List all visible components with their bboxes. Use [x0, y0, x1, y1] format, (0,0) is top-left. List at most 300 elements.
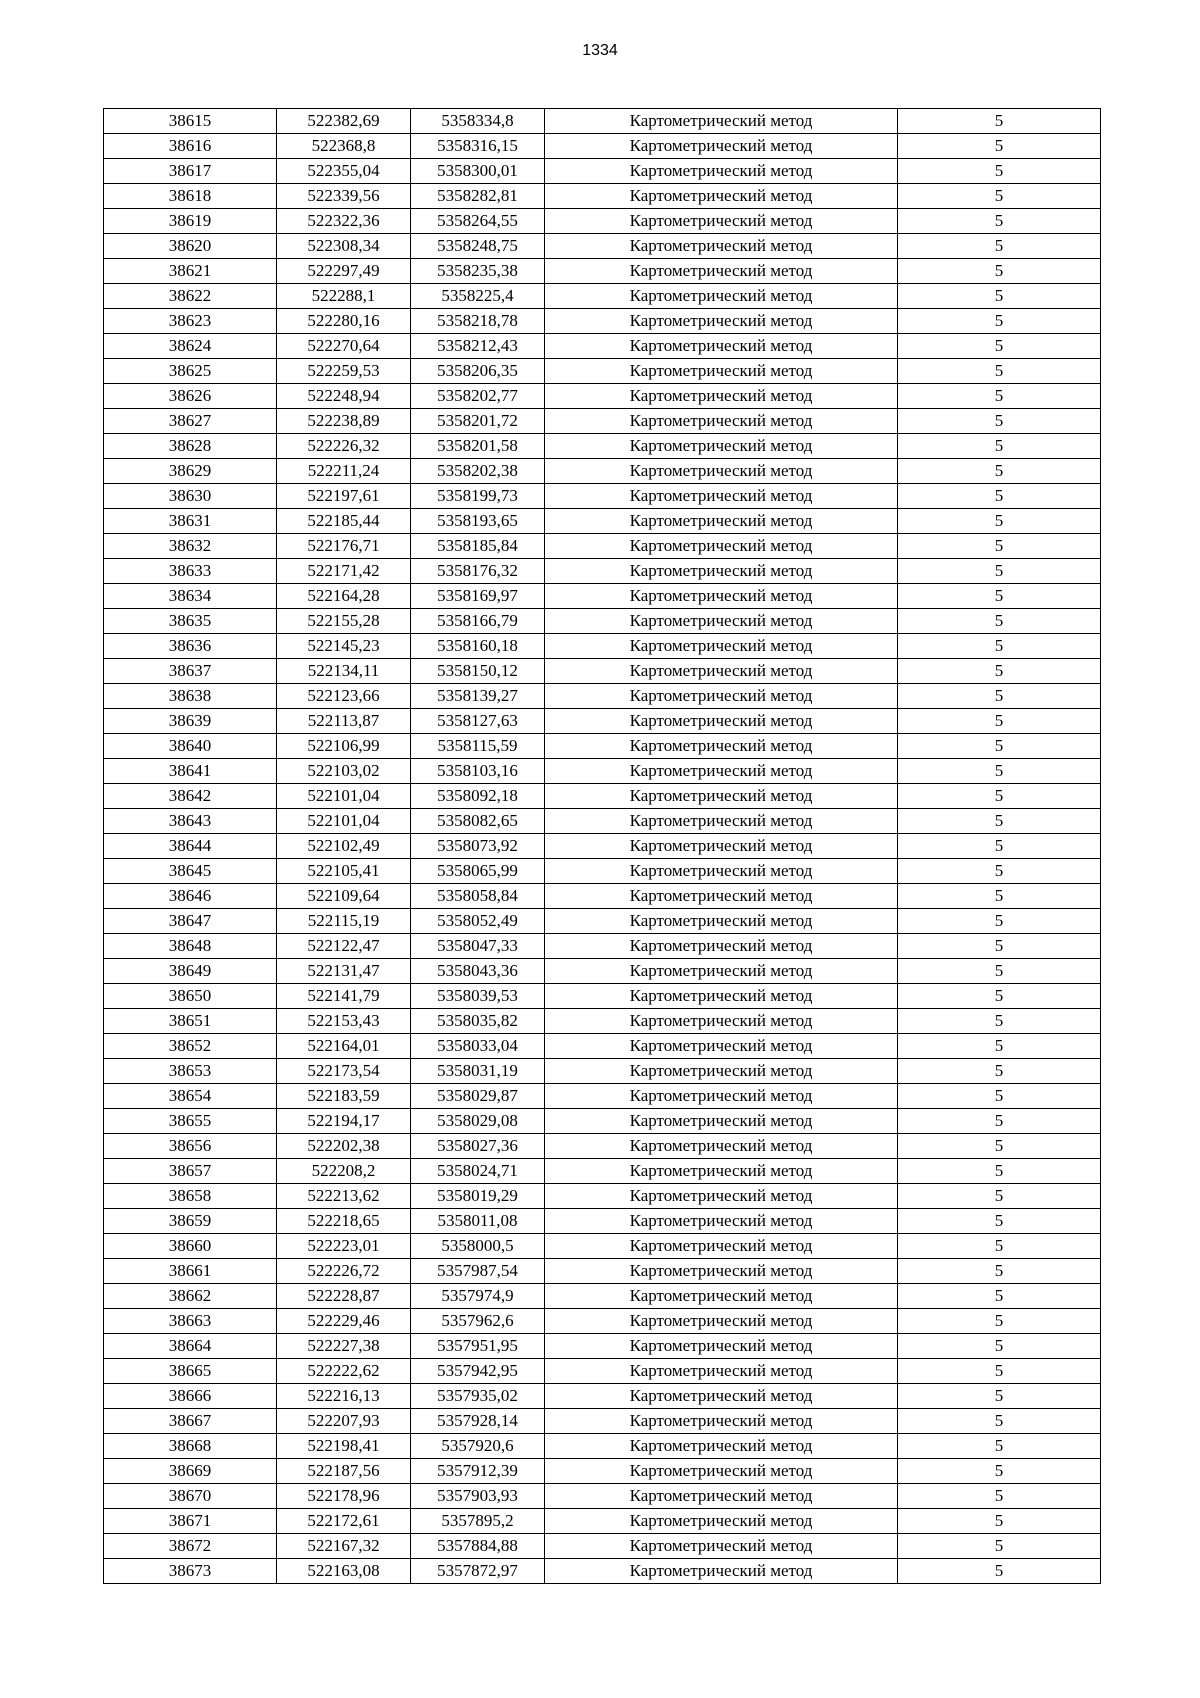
table-row: [104, 1209, 1101, 1234]
y-coordinate-cell: 5357920,6: [411, 1434, 545, 1459]
y-coordinate-cell: 5358127,63: [411, 709, 545, 734]
y-coordinate-cell: 5358201,58: [411, 434, 545, 459]
table-row: [104, 934, 1101, 959]
table-row: [104, 409, 1101, 434]
y-coordinate-cell: 5357895,2: [411, 1509, 545, 1534]
accuracy-cell: 5: [898, 534, 1101, 559]
y-coordinate-cell: 5358199,73: [411, 484, 545, 509]
point-number-cell: 38647: [104, 909, 277, 934]
y-coordinate-cell: 5358039,53: [411, 984, 545, 1009]
y-coordinate-cell: 5358225,4: [411, 284, 545, 309]
accuracy-cell: 5: [898, 1084, 1101, 1109]
point-number-cell: 38622: [104, 284, 277, 309]
method-cell: Картометрический метод: [545, 709, 898, 734]
method-cell: Картометрический метод: [545, 284, 898, 309]
accuracy-cell: 5: [898, 359, 1101, 384]
x-coordinate-cell: 522183,59: [277, 1084, 411, 1109]
y-coordinate-cell: 5358058,84: [411, 884, 545, 909]
point-number-cell: 38618: [104, 184, 277, 209]
method-cell: Картометрический метод: [545, 1259, 898, 1284]
method-cell: Картометрический метод: [545, 1334, 898, 1359]
y-coordinate-cell: 5358052,49: [411, 909, 545, 934]
x-coordinate-cell: 522141,79: [277, 984, 411, 1009]
method-cell: Картометрический метод: [545, 1034, 898, 1059]
x-coordinate-cell: 522288,1: [277, 284, 411, 309]
table-row: [104, 834, 1101, 859]
table-row: [104, 459, 1101, 484]
method-cell: Картометрический метод: [545, 234, 898, 259]
table-row: [104, 1084, 1101, 1109]
method-cell: Картометрический метод: [545, 134, 898, 159]
method-cell: Картометрический метод: [545, 1234, 898, 1259]
method-cell: Картометрический метод: [545, 1384, 898, 1409]
method-cell: Картометрический метод: [545, 409, 898, 434]
point-number-cell: 38626: [104, 384, 277, 409]
x-coordinate-cell: 522102,49: [277, 834, 411, 859]
method-cell: Картометрический метод: [545, 1409, 898, 1434]
table-row: [104, 534, 1101, 559]
x-coordinate-cell: 522101,04: [277, 809, 411, 834]
y-coordinate-cell: 5358031,19: [411, 1059, 545, 1084]
y-coordinate-cell: 5358185,84: [411, 534, 545, 559]
table-row: [104, 559, 1101, 584]
x-coordinate-cell: 522229,46: [277, 1309, 411, 1334]
accuracy-cell: 5: [898, 609, 1101, 634]
point-number-cell: 38653: [104, 1059, 277, 1084]
x-coordinate-cell: 522113,87: [277, 709, 411, 734]
y-coordinate-cell: 5357951,95: [411, 1334, 545, 1359]
point-number-cell: 38636: [104, 634, 277, 659]
y-coordinate-cell: 5358000,5: [411, 1234, 545, 1259]
y-coordinate-cell: 5358264,55: [411, 209, 545, 234]
method-cell: Картометрический метод: [545, 784, 898, 809]
method-cell: Картометрический метод: [545, 834, 898, 859]
x-coordinate-cell: 522216,13: [277, 1384, 411, 1409]
point-number-cell: 38630: [104, 484, 277, 509]
y-coordinate-cell: 5357974,9: [411, 1284, 545, 1309]
method-cell: Картометрический метод: [545, 1359, 898, 1384]
x-coordinate-cell: 522145,23: [277, 634, 411, 659]
x-coordinate-cell: 522167,32: [277, 1534, 411, 1559]
x-coordinate-cell: 522172,61: [277, 1509, 411, 1534]
method-cell: Картометрический метод: [545, 484, 898, 509]
table-row: [104, 1359, 1101, 1384]
x-coordinate-cell: 522222,62: [277, 1359, 411, 1384]
y-coordinate-cell: 5358082,65: [411, 809, 545, 834]
table-row: [104, 1534, 1101, 1559]
x-coordinate-cell: 522339,56: [277, 184, 411, 209]
accuracy-cell: 5: [898, 1309, 1101, 1334]
x-coordinate-cell: 522185,44: [277, 509, 411, 534]
method-cell: Картометрический метод: [545, 984, 898, 1009]
method-cell: Картометрический метод: [545, 159, 898, 184]
x-coordinate-cell: 522155,28: [277, 609, 411, 634]
table-row: [104, 509, 1101, 534]
y-coordinate-cell: 5358334,8: [411, 109, 545, 134]
accuracy-cell: 5: [898, 1434, 1101, 1459]
table-row: [104, 134, 1101, 159]
x-coordinate-cell: 522123,66: [277, 684, 411, 709]
point-number-cell: 38656: [104, 1134, 277, 1159]
accuracy-cell: 5: [898, 884, 1101, 909]
accuracy-cell: 5: [898, 934, 1101, 959]
table-row: [104, 434, 1101, 459]
accuracy-cell: 5: [898, 959, 1101, 984]
y-coordinate-cell: 5358115,59: [411, 734, 545, 759]
point-number-cell: 38664: [104, 1334, 277, 1359]
point-number-cell: 38667: [104, 1409, 277, 1434]
y-coordinate-cell: 5358202,77: [411, 384, 545, 409]
point-number-cell: 38641: [104, 759, 277, 784]
point-number-cell: 38635: [104, 609, 277, 634]
y-coordinate-cell: 5358316,15: [411, 134, 545, 159]
x-coordinate-cell: 522122,47: [277, 934, 411, 959]
y-coordinate-cell: 5358282,81: [411, 184, 545, 209]
point-number-cell: 38648: [104, 934, 277, 959]
point-number-cell: 38629: [104, 459, 277, 484]
point-number-cell: 38660: [104, 1234, 277, 1259]
method-cell: Картометрический метод: [545, 534, 898, 559]
table-row: [104, 759, 1101, 784]
point-number-cell: 38640: [104, 734, 277, 759]
method-cell: Картометрический метод: [545, 1484, 898, 1509]
accuracy-cell: 5: [898, 159, 1101, 184]
table-row: [104, 1109, 1101, 1134]
y-coordinate-cell: 5358212,43: [411, 334, 545, 359]
x-coordinate-cell: 522171,42: [277, 559, 411, 584]
accuracy-cell: 5: [898, 659, 1101, 684]
x-coordinate-cell: 522134,11: [277, 659, 411, 684]
method-cell: Картометрический метод: [545, 934, 898, 959]
page-number: 1334: [582, 42, 618, 59]
y-coordinate-cell: 5358024,71: [411, 1159, 545, 1184]
y-coordinate-cell: 5358047,33: [411, 934, 545, 959]
x-coordinate-cell: 522131,47: [277, 959, 411, 984]
accuracy-cell: 5: [898, 834, 1101, 859]
point-number-cell: 38658: [104, 1184, 277, 1209]
table-row: [104, 309, 1101, 334]
table-row: [104, 584, 1101, 609]
point-number-cell: 38644: [104, 834, 277, 859]
method-cell: Картометрический метод: [545, 1509, 898, 1534]
accuracy-cell: 5: [898, 1134, 1101, 1159]
point-number-cell: 38637: [104, 659, 277, 684]
method-cell: Картометрический метод: [545, 1184, 898, 1209]
y-coordinate-cell: 5357987,54: [411, 1259, 545, 1284]
x-coordinate-cell: 522368,8: [277, 134, 411, 159]
table-row: [104, 609, 1101, 634]
table-row: [104, 334, 1101, 359]
method-cell: Картометрический метод: [545, 634, 898, 659]
table-row: [104, 484, 1101, 509]
point-number-cell: 38666: [104, 1384, 277, 1409]
y-coordinate-cell: 5358033,04: [411, 1034, 545, 1059]
x-coordinate-cell: 522208,2: [277, 1159, 411, 1184]
method-cell: Картометрический метод: [545, 209, 898, 234]
accuracy-cell: 5: [898, 434, 1101, 459]
method-cell: Картометрический метод: [545, 1159, 898, 1184]
method-cell: Картометрический метод: [545, 1434, 898, 1459]
accuracy-cell: 5: [898, 1359, 1101, 1384]
point-number-cell: 38654: [104, 1084, 277, 1109]
x-coordinate-cell: 522280,16: [277, 309, 411, 334]
table-row: [104, 784, 1101, 809]
x-coordinate-cell: 522153,43: [277, 1009, 411, 1034]
y-coordinate-cell: 5357942,95: [411, 1359, 545, 1384]
point-number-cell: 38668: [104, 1434, 277, 1459]
accuracy-cell: 5: [898, 759, 1101, 784]
y-coordinate-cell: 5358029,08: [411, 1109, 545, 1134]
point-number-cell: 38621: [104, 259, 277, 284]
method-cell: Картометрический метод: [545, 184, 898, 209]
point-number-cell: 38632: [104, 534, 277, 559]
point-number-cell: 38634: [104, 584, 277, 609]
accuracy-cell: 5: [898, 1184, 1101, 1209]
table-row: [104, 1434, 1101, 1459]
table-row: [104, 1384, 1101, 1409]
accuracy-cell: 5: [898, 1459, 1101, 1484]
x-coordinate-cell: 522197,61: [277, 484, 411, 509]
y-coordinate-cell: 5358201,72: [411, 409, 545, 434]
point-number-cell: 38628: [104, 434, 277, 459]
point-number-cell: 38665: [104, 1359, 277, 1384]
table-row: [104, 984, 1101, 1009]
accuracy-cell: 5: [898, 284, 1101, 309]
point-number-cell: 38646: [104, 884, 277, 909]
point-number-cell: 38617: [104, 159, 277, 184]
x-coordinate-cell: 522226,32: [277, 434, 411, 459]
table-row: [104, 959, 1101, 984]
accuracy-cell: 5: [898, 1059, 1101, 1084]
table-row: [104, 809, 1101, 834]
accuracy-cell: 5: [898, 634, 1101, 659]
method-cell: Картометрический метод: [545, 359, 898, 384]
method-cell: Картометрический метод: [545, 459, 898, 484]
accuracy-cell: 5: [898, 334, 1101, 359]
x-coordinate-cell: 522322,36: [277, 209, 411, 234]
table-row: [104, 1509, 1101, 1534]
method-cell: Картометрический метод: [545, 1059, 898, 1084]
table-row: [104, 284, 1101, 309]
x-coordinate-cell: 522105,41: [277, 859, 411, 884]
table-row: [104, 709, 1101, 734]
method-cell: Картометрический метод: [545, 109, 898, 134]
accuracy-cell: 5: [898, 484, 1101, 509]
accuracy-cell: 5: [898, 1484, 1101, 1509]
method-cell: Картометрический метод: [545, 1459, 898, 1484]
y-coordinate-cell: 5358300,01: [411, 159, 545, 184]
accuracy-cell: 5: [898, 1409, 1101, 1434]
accuracy-cell: 5: [898, 1109, 1101, 1134]
y-coordinate-cell: 5358248,75: [411, 234, 545, 259]
accuracy-cell: 5: [898, 584, 1101, 609]
point-number-cell: 38625: [104, 359, 277, 384]
table-row: [104, 1184, 1101, 1209]
accuracy-cell: 5: [898, 1534, 1101, 1559]
method-cell: Картометрический метод: [545, 1309, 898, 1334]
point-number-cell: 38619: [104, 209, 277, 234]
x-coordinate-cell: 522173,54: [277, 1059, 411, 1084]
x-coordinate-cell: 522211,24: [277, 459, 411, 484]
y-coordinate-cell: 5358092,18: [411, 784, 545, 809]
y-coordinate-cell: 5358193,65: [411, 509, 545, 534]
method-cell: Картометрический метод: [545, 1009, 898, 1034]
point-number-cell: 38639: [104, 709, 277, 734]
y-coordinate-cell: 5357884,88: [411, 1534, 545, 1559]
accuracy-cell: 5: [898, 1259, 1101, 1284]
y-coordinate-cell: 5357903,93: [411, 1484, 545, 1509]
point-number-cell: 38623: [104, 309, 277, 334]
method-cell: Картометрический метод: [545, 259, 898, 284]
accuracy-cell: 5: [898, 409, 1101, 434]
y-coordinate-cell: 5358235,38: [411, 259, 545, 284]
y-coordinate-cell: 5358027,36: [411, 1134, 545, 1159]
x-coordinate-cell: 522382,69: [277, 109, 411, 134]
y-coordinate-cell: 5358073,92: [411, 834, 545, 859]
y-coordinate-cell: 5358011,08: [411, 1209, 545, 1234]
accuracy-cell: 5: [898, 1234, 1101, 1259]
x-coordinate-cell: 522176,71: [277, 534, 411, 559]
table-row: [104, 1334, 1101, 1359]
table-row: [104, 359, 1101, 384]
point-number-cell: 38624: [104, 334, 277, 359]
y-coordinate-cell: 5357912,39: [411, 1459, 545, 1484]
method-cell: Картометрический метод: [545, 659, 898, 684]
x-coordinate-cell: 522228,87: [277, 1284, 411, 1309]
coordinates-table-body: [104, 109, 1101, 1584]
x-coordinate-cell: 522163,08: [277, 1559, 411, 1584]
x-coordinate-cell: 522187,56: [277, 1459, 411, 1484]
accuracy-cell: 5: [898, 309, 1101, 334]
accuracy-cell: 5: [898, 1034, 1101, 1059]
method-cell: Картометрический метод: [545, 759, 898, 784]
point-number-cell: 38670: [104, 1484, 277, 1509]
table-row: [104, 1034, 1101, 1059]
table-row: [104, 159, 1101, 184]
accuracy-cell: 5: [898, 984, 1101, 1009]
method-cell: Картометрический метод: [545, 609, 898, 634]
point-number-cell: 38657: [104, 1159, 277, 1184]
table-row: [104, 259, 1101, 284]
point-number-cell: 38650: [104, 984, 277, 1009]
x-coordinate-cell: 522297,49: [277, 259, 411, 284]
table-row: [104, 884, 1101, 909]
point-number-cell: 38662: [104, 1284, 277, 1309]
point-number-cell: 38655: [104, 1109, 277, 1134]
x-coordinate-cell: 522198,41: [277, 1434, 411, 1459]
accuracy-cell: 5: [898, 1009, 1101, 1034]
accuracy-cell: 5: [898, 1209, 1101, 1234]
y-coordinate-cell: 5358150,12: [411, 659, 545, 684]
point-number-cell: 38643: [104, 809, 277, 834]
table-row: [104, 1309, 1101, 1334]
point-number-cell: 38645: [104, 859, 277, 884]
y-coordinate-cell: 5358139,27: [411, 684, 545, 709]
table-row: [104, 1134, 1101, 1159]
accuracy-cell: 5: [898, 509, 1101, 534]
y-coordinate-cell: 5358206,35: [411, 359, 545, 384]
point-number-cell: 38620: [104, 234, 277, 259]
accuracy-cell: 5: [898, 134, 1101, 159]
table-row: [104, 1559, 1101, 1584]
method-cell: Картометрический метод: [545, 859, 898, 884]
method-cell: Картометрический метод: [545, 1284, 898, 1309]
accuracy-cell: 5: [898, 1159, 1101, 1184]
y-coordinate-cell: 5358029,87: [411, 1084, 545, 1109]
table-row: [104, 1259, 1101, 1284]
point-number-cell: 38615: [104, 109, 277, 134]
y-coordinate-cell: 5358166,79: [411, 609, 545, 634]
y-coordinate-cell: 5358202,38: [411, 459, 545, 484]
x-coordinate-cell: 522238,89: [277, 409, 411, 434]
method-cell: Картометрический метод: [545, 809, 898, 834]
y-coordinate-cell: 5358169,97: [411, 584, 545, 609]
accuracy-cell: 5: [898, 459, 1101, 484]
table-row: [104, 384, 1101, 409]
method-cell: Картометрический метод: [545, 559, 898, 584]
point-number-cell: 38638: [104, 684, 277, 709]
accuracy-cell: 5: [898, 109, 1101, 134]
accuracy-cell: 5: [898, 909, 1101, 934]
x-coordinate-cell: 522101,04: [277, 784, 411, 809]
method-cell: Картометрический метод: [545, 684, 898, 709]
point-number-cell: 38631: [104, 509, 277, 534]
accuracy-cell: 5: [898, 784, 1101, 809]
x-coordinate-cell: 522226,72: [277, 1259, 411, 1284]
method-cell: Картометрический метод: [545, 584, 898, 609]
method-cell: Картометрический метод: [545, 384, 898, 409]
accuracy-cell: 5: [898, 184, 1101, 209]
x-coordinate-cell: 522207,93: [277, 1409, 411, 1434]
point-number-cell: 38663: [104, 1309, 277, 1334]
point-number-cell: 38616: [104, 134, 277, 159]
accuracy-cell: 5: [898, 809, 1101, 834]
y-coordinate-cell: 5358065,99: [411, 859, 545, 884]
x-coordinate-cell: 522223,01: [277, 1234, 411, 1259]
y-coordinate-cell: 5358160,18: [411, 634, 545, 659]
table-row: [104, 209, 1101, 234]
accuracy-cell: 5: [898, 1509, 1101, 1534]
x-coordinate-cell: 522202,38: [277, 1134, 411, 1159]
y-coordinate-cell: 5358103,16: [411, 759, 545, 784]
point-number-cell: 38672: [104, 1534, 277, 1559]
x-coordinate-cell: 522259,53: [277, 359, 411, 384]
method-cell: Картометрический метод: [545, 1109, 898, 1134]
table-row: [104, 1059, 1101, 1084]
table-row: [104, 1159, 1101, 1184]
accuracy-cell: 5: [898, 209, 1101, 234]
x-coordinate-cell: 522109,64: [277, 884, 411, 909]
y-coordinate-cell: 5357962,6: [411, 1309, 545, 1334]
accuracy-cell: 5: [898, 384, 1101, 409]
method-cell: Картометрический метод: [545, 734, 898, 759]
method-cell: Картометрический метод: [545, 1534, 898, 1559]
table-row: [104, 684, 1101, 709]
y-coordinate-cell: 5358043,36: [411, 959, 545, 984]
y-coordinate-cell: 5358176,32: [411, 559, 545, 584]
table-row: [104, 109, 1101, 134]
accuracy-cell: 5: [898, 559, 1101, 584]
method-cell: Картометрический метод: [545, 1209, 898, 1234]
method-cell: Картометрический метод: [545, 884, 898, 909]
point-number-cell: 38649: [104, 959, 277, 984]
x-coordinate-cell: 522213,62: [277, 1184, 411, 1209]
point-number-cell: 38642: [104, 784, 277, 809]
accuracy-cell: 5: [898, 1334, 1101, 1359]
method-cell: Картометрический метод: [545, 1084, 898, 1109]
x-coordinate-cell: 522308,34: [277, 234, 411, 259]
table-row: [104, 634, 1101, 659]
